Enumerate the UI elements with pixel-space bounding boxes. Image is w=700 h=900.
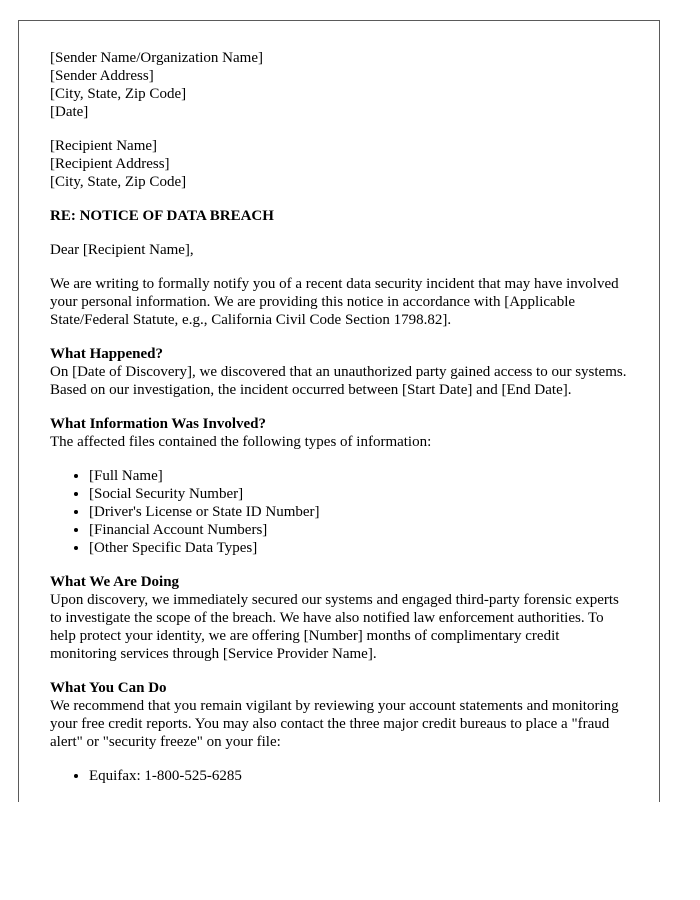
- letter-date: [Date]: [50, 104, 89, 120]
- section-what-you-can-do: [50, 679, 629, 785]
- list-item: • [Driver's License or State ID Number]: [89, 503, 629, 521]
- body-what-happened: On [Date of Discovery], we discovered that an unauthorized party gained access to our systems. Based on our investigation, the incident occurred between [Start Date] and [End Date].: [50, 364, 627, 398]
- subject-line: RE: NOTICE OF DATA BREACH: [50, 208, 274, 224]
- recipient-block: [50, 137, 629, 191]
- sender-name: [Sender Name/Organization Name]: [50, 50, 263, 66]
- list-item: • [Full Name]: [89, 467, 629, 485]
- recipient-city: [City, State, Zip Code]: [50, 174, 187, 190]
- info-type-list: [50, 467, 629, 557]
- intro-paragraph: We are writing to formally notify you of a recent data security incident that may have involved your personal information. We are providing this notice in accordance with [Applicable State/Federal Statute, e.g., California Civil Code Section 1798.82].: [50, 276, 619, 328]
- heading-what-doing: What We Are Doing: [50, 574, 180, 590]
- body-what-doing: Upon discovery, we immediately secured our systems and engaged third-party forensic experts to investigate the scope of the breach. We have also notified law enforcement authorities. To help protect your identity, we are offering [Number] months of complimentary credit monitoring services through [Service Provider Name].: [50, 592, 619, 662]
- heading-what-you-can-do: What You Can Do: [50, 680, 167, 696]
- credit-bureau-list: [50, 767, 629, 785]
- body-what-info: The affected files contained the following types of information:: [50, 434, 432, 450]
- list-item: • Equifax: 1-800-525-6285: [89, 767, 629, 785]
- letter-page: [18, 20, 660, 802]
- section-what-happened: [50, 345, 629, 399]
- section-what-info: [50, 415, 629, 557]
- sender-block: [50, 49, 629, 121]
- list-item: • [Other Specific Data Types]: [89, 539, 629, 557]
- heading-what-info: What Information Was Involved?: [50, 416, 267, 432]
- recipient-name: [Recipient Name]: [50, 138, 158, 154]
- sender-city: [City, State, Zip Code]: [50, 86, 187, 102]
- heading-what-happened: What Happened?: [50, 346, 163, 362]
- sender-address: [Sender Address]: [50, 68, 154, 84]
- section-what-doing: [50, 573, 629, 663]
- salutation: Dear [Recipient Name],: [50, 242, 194, 258]
- list-item: • [Financial Account Numbers]: [89, 521, 629, 539]
- list-item: • [Social Security Number]: [89, 485, 629, 503]
- recipient-address: [Recipient Address]: [50, 156, 170, 172]
- body-what-you-can-do: We recommend that you remain vigilant by reviewing your account statements and monitoring your free credit reports. You may also contact the three major credit bureaus to place a "fraud alert" or "security freeze" on your file:: [50, 698, 619, 750]
- letter-content: [19, 21, 659, 785]
